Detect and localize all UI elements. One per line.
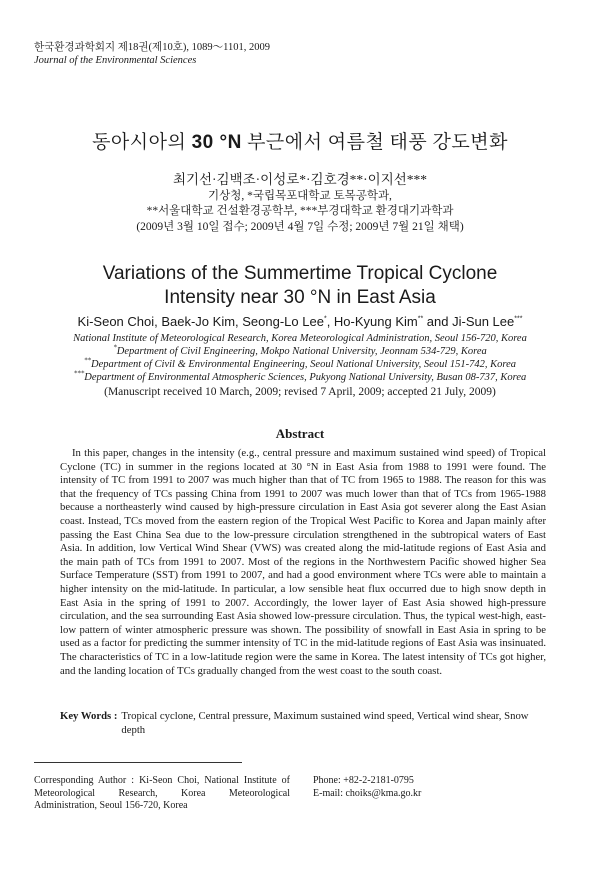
english-affiliation-4 xyxy=(0,369,600,385)
korean-affiliation-2: **서울대학교 건설환경공학부, ***부경대학교 환경대기과학과 xyxy=(146,205,454,217)
author-group-2: , Ho-Kyung Kim xyxy=(326,314,418,329)
footnote-divider xyxy=(34,762,242,763)
english-title xyxy=(0,262,600,310)
korean-affiliation-1: 기상청, *국립목포대학교 토목공학과, xyxy=(208,190,392,202)
korean-title xyxy=(0,127,600,154)
korean-title-pre: 동아시아의 xyxy=(92,132,187,153)
english-affiliation-3-text: Department of Civil & Environmental Engineering, Seoul National University, Seoul 151-742, Korea xyxy=(90,359,516,370)
affiliation-mark-2: * xyxy=(113,343,117,352)
korean-title-num: 30 °N xyxy=(191,132,242,153)
journal-name: Journal of the Environmental Sciences xyxy=(34,55,197,66)
abstract-heading: Abstract xyxy=(275,426,325,441)
author-mark-1: * xyxy=(323,315,327,323)
english-title-line-1: Variations of the Summertime Tropical Cyclone xyxy=(102,263,498,284)
abstract-paragraph: In this paper, changes in the intensity (e.g., central pressure and maximum sustained wind speed) of Tropical Cyclone (TC) in summer in the regions located at 30 °N in East Asia from 1988 to 1991 were found. The intensity of TC from 1991 to 2007 was much higher than that of TC from 1965 to 1988. The reason for this was that the frequency of TCs passing China from 1991 to 2007 was much lower than that of TCs from 1965-1988 because a northeasterly wind caused by high-pressure circulation in East Asia got severer along the East Asian coast. Instead, TCs moved from the eastern region of the Tropical West Pacific to Korea and Japan mainly after passing the East China Sea due to the low-pressure circulation strengthened in the subtropical waters of East Asia. In addition, low Vertical Wind Shear (VWS) was created along the mid-latitude regions of East Asia and the main path of TCs from 1991 to 2007. Most of the regions in the Northwestern Pacific showed higher Sea Surface Temperature (SST) from 1991 to 2007, and had a good environment where TCs were able to maintain a higher intensity on the mid-latitude. In particular, a low sensible heat flux occurred due to high snow depth in East Asia in the spring of 1991 to 2007. Accordingly, the lower layer of East Asia showed high-pressure circulation, and the sea surrounding East Asia showed low-pressure circulation. Thus, the typical west-high, east-low pattern of winter atmospheric pressure was shown. The possibility of snowfall in East Asia in spring to be used as a factor for predicting the summer intensity of TC in the mid-latitude regions of East Asia was insinuated. The characteristics of TC in a low-latitude region were the same in Korea. The latest intensity of TCs got higher, and the landing location of TCs gradually changed from the west coast to the south coast. xyxy=(60,447,546,677)
english-affiliation-2-text: Department of Civil Engineering, Mokpo National University, Jeonnam 534-729, Korea xyxy=(116,346,487,357)
keywords-label: Key Words : xyxy=(60,710,118,722)
english-affiliation-1: National Institute of Meteorological Research, Korea Meteorological Administration, Seoul 156-720, Korea xyxy=(73,333,527,344)
journal-citation: 한국환경과학회지 제18권(제10호), 1089～1101, 2009 xyxy=(34,42,270,53)
author-mark-3: *** xyxy=(514,315,523,323)
affiliation-mark-4: *** xyxy=(73,369,85,378)
contact-info xyxy=(313,775,421,800)
english-affiliation-4-text: Department of Environmental Atmospheric Sciences, Pukyong National University, Busan 08-737, Korea xyxy=(84,372,527,383)
abstract-body xyxy=(60,447,546,678)
corresponding-author: Corresponding Author : Ki-Seon Choi, National Institute of Meteorological Research, Korea Meteorological Administration, Seoul 156-720, Korea xyxy=(34,775,290,811)
author-group-3: and Ji-Sun Lee xyxy=(423,314,515,329)
keywords xyxy=(60,710,546,737)
english-affiliation-3 xyxy=(0,356,600,372)
email-address: E-mail: choiks@kma.go.kr xyxy=(313,787,422,799)
affiliation-mark-3: ** xyxy=(83,356,91,365)
korean-dates: (2009년 3월 10일 접수; 2009년 4월 7일 수정; 2009년 7월 21일 채택) xyxy=(136,221,464,233)
phone-number: Phone: +82-2-2181-0795 xyxy=(313,775,414,786)
author-group-1: Ki-Seon Choi, Baek-Jo Kim, Seong-Lo Lee xyxy=(77,314,324,329)
english-title-line-2: Intensity near 30 °N in East Asia xyxy=(164,287,436,308)
korean-authors: 최기선·김백조·이성로*·김호경**·이지선*** xyxy=(172,172,428,187)
keywords-text: Tropical cyclone, Central pressure, Maximum sustained wind speed, Vertical wind shear, Snow depth xyxy=(121,710,529,736)
korean-title-post: 부근에서 여름철 태풍 강도변화 xyxy=(247,132,508,153)
manuscript-dates: (Manuscript received 10 March, 2009; revised 7 April, 2009; accepted 21 July, 2009) xyxy=(104,386,496,398)
author-mark-2: ** xyxy=(417,315,424,323)
english-authors xyxy=(0,314,600,329)
